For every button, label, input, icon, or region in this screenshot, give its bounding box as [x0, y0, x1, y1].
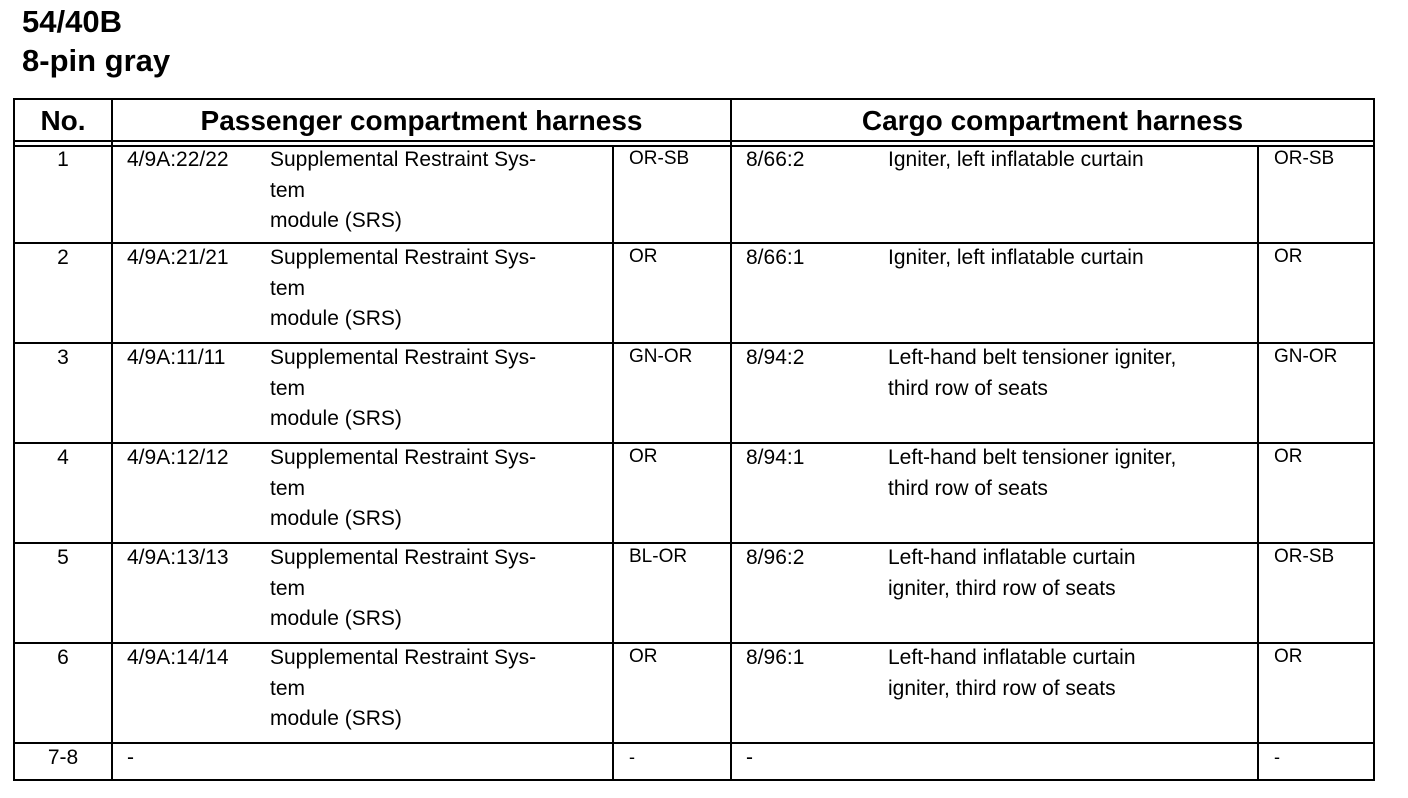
passenger-description-line: tem	[270, 276, 306, 300]
cargo-connector-code: 8/66:2	[746, 148, 805, 171]
passenger-connector-code: -	[127, 746, 134, 769]
passenger-connector-code: 4/9A:12/12	[127, 446, 229, 469]
column-header-cargo: Cargo compartment harness	[861, 105, 1244, 136]
column-header-passenger: Passenger compartment harness	[200, 105, 643, 136]
cargo-wire-color: OR	[1274, 446, 1303, 467]
passenger-description-line: module (SRS)	[270, 607, 402, 630]
connector-id: 54/40B	[22, 4, 122, 39]
pin-number: 6	[57, 646, 69, 669]
passenger-connector-code: 4/9A:11/11	[127, 346, 226, 369]
passenger-wire-color: -	[629, 747, 635, 767]
passenger-connector-code: 4/9A:13/13	[127, 546, 229, 569]
pin-number: 2	[57, 246, 69, 269]
passenger-description-line: tem	[270, 376, 306, 400]
passenger-description-line: tem	[270, 178, 306, 202]
row-divider	[15, 742, 1373, 744]
passenger-description-line: tem	[270, 576, 306, 600]
cargo-description-line: Igniter, left inflatable curtain	[888, 246, 1144, 269]
passenger-description-line: module (SRS)	[270, 507, 402, 530]
cargo-description-line: third row of seats	[888, 476, 1048, 500]
passenger-description-line: Supplemental Restraint Sys-	[270, 246, 537, 269]
passenger-description-line: Supplemental Restraint Sys-	[270, 546, 537, 569]
passenger-description-line: Supplemental Restraint Sys-	[270, 148, 537, 171]
cargo-wire-color: OR	[1274, 646, 1303, 667]
passenger-wire-color: GN-OR	[629, 346, 693, 367]
passenger-connector-code: 4/9A:14/14	[127, 646, 229, 669]
cargo-connector-code: 8/96:1	[746, 646, 805, 669]
pin-number: 3	[57, 346, 69, 369]
cargo-wire-color: OR-SB	[1274, 148, 1335, 169]
cargo-description-line: Left-hand belt tensioner igniter,	[888, 446, 1177, 469]
pinout-table	[13, 98, 1375, 781]
grid-line	[612, 146, 614, 779]
grid-line	[111, 100, 113, 779]
cargo-wire-color: GN-OR	[1274, 346, 1338, 367]
connector-description: 8-pin gray	[22, 43, 171, 78]
passenger-description-line: tem	[270, 476, 306, 500]
passenger-description-line: Supplemental Restraint Sys-	[270, 446, 537, 469]
pin-number: 4	[57, 446, 69, 469]
cargo-description-line: Left-hand belt tensioner igniter,	[888, 346, 1177, 369]
cargo-description-line: igniter, third row of seats	[888, 576, 1116, 600]
passenger-wire-color: OR	[629, 646, 658, 667]
passenger-wire-color: OR-SB	[629, 148, 690, 169]
pin-number: 7-8	[47, 746, 79, 769]
passenger-description-line: Supplemental Restraint Sys-	[270, 346, 537, 369]
cargo-connector-code: -	[746, 746, 753, 769]
passenger-connector-code: 4/9A:22/22	[127, 148, 229, 171]
grid-line	[730, 100, 732, 779]
cargo-wire-color: -	[1274, 747, 1280, 767]
cargo-description-line: Left-hand inflatable curtain	[888, 546, 1136, 569]
passenger-description-line: module (SRS)	[270, 209, 402, 232]
passenger-wire-color: BL-OR	[629, 546, 688, 567]
cargo-connector-code: 8/94:1	[746, 446, 805, 469]
cargo-description-line: igniter, third row of seats	[888, 676, 1116, 700]
passenger-wire-color: OR	[629, 246, 658, 267]
passenger-description-line: Supplemental Restraint Sys-	[270, 646, 537, 669]
cargo-connector-code: 8/96:2	[746, 546, 805, 569]
grid-line	[1257, 146, 1259, 779]
column-header-no: No.	[40, 105, 86, 136]
cargo-description-line: Igniter, left inflatable curtain	[888, 148, 1144, 171]
cargo-description-line: Left-hand inflatable curtain	[888, 646, 1136, 669]
cargo-wire-color: OR	[1274, 246, 1303, 267]
cargo-connector-code: 8/94:2	[746, 346, 805, 369]
cargo-wire-color: OR-SB	[1274, 546, 1335, 567]
cargo-description-line: third row of seats	[888, 376, 1048, 400]
pin-number: 1	[57, 148, 69, 171]
passenger-description-line: module (SRS)	[270, 307, 402, 330]
passenger-description-line: module (SRS)	[270, 407, 402, 430]
passenger-description-line: module (SRS)	[270, 707, 402, 730]
passenger-connector-code: 4/9A:21/21	[127, 246, 229, 269]
passenger-wire-color: OR	[629, 446, 658, 467]
pin-number: 5	[57, 546, 69, 569]
cargo-connector-code: 8/66:1	[746, 246, 805, 269]
passenger-description-line: tem	[270, 676, 306, 700]
